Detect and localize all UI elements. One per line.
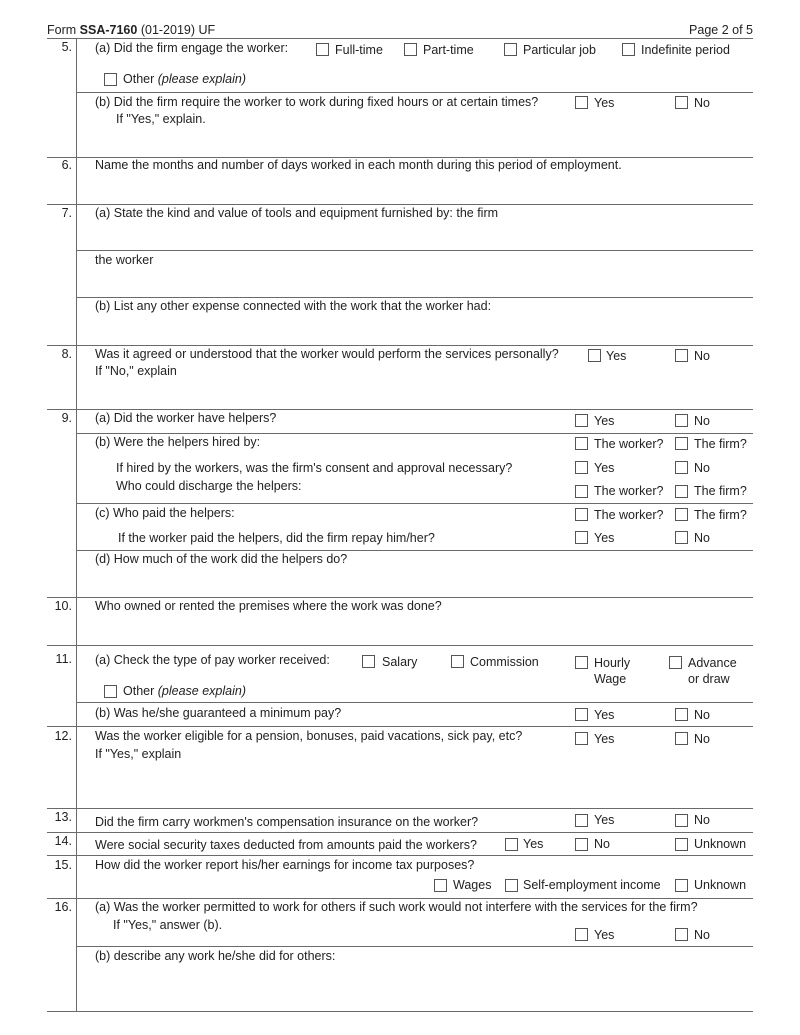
divider xyxy=(47,808,753,809)
form-suffix: (01-2019) UF xyxy=(140,23,216,37)
q11b-no-checkbox[interactable] xyxy=(675,708,688,721)
particular-job-checkbox[interactable] xyxy=(504,43,517,56)
q11b-yes-checkbox[interactable] xyxy=(575,708,588,721)
q8-no-checkbox[interactable] xyxy=(675,349,688,362)
question-number: 6. xyxy=(61,158,72,172)
hourly-wage-checkbox[interactable] xyxy=(575,656,588,669)
part-time-checkbox[interactable] xyxy=(404,43,417,56)
divider xyxy=(47,832,753,833)
no-label: No xyxy=(694,708,710,722)
q5-other-label xyxy=(123,71,246,87)
q14-label: Were social security taxes deducted from amounts paid the workers? xyxy=(95,838,477,852)
divider xyxy=(47,645,753,646)
other-text: Other xyxy=(123,72,155,86)
divider xyxy=(76,503,753,504)
no-label: No xyxy=(594,837,610,851)
no-label: No xyxy=(694,732,710,746)
q13-label: Did the firm carry workmen's compensation insurance on the worker? xyxy=(95,815,479,829)
no-label: No xyxy=(694,813,710,827)
the-firm-label: The firm? xyxy=(694,437,747,451)
yes-label: Yes xyxy=(594,732,615,746)
q9a-yes-checkbox[interactable] xyxy=(575,414,588,427)
q9a-no-checkbox[interactable] xyxy=(675,414,688,427)
no-label: No xyxy=(694,531,710,545)
salary-checkbox[interactable] xyxy=(362,655,375,668)
question-number: 15. xyxy=(54,858,72,872)
q15-label: How did the worker report his/her earnings for income tax purposes? xyxy=(95,858,475,872)
q9b-firm-checkbox[interactable] xyxy=(675,437,688,450)
number-column-divider xyxy=(76,38,77,1011)
self-employment-label: Self-employment income xyxy=(523,878,661,892)
form-number: SSA-7160 xyxy=(79,23,138,37)
particular-job-label: Particular job xyxy=(523,43,596,57)
question-number: 8. xyxy=(61,347,72,361)
wages-checkbox[interactable] xyxy=(434,879,447,892)
q9c-repay-no-checkbox[interactable] xyxy=(675,531,688,544)
question-number: 11. xyxy=(55,652,72,666)
no-label: No xyxy=(694,414,710,428)
question-number: 5. xyxy=(61,40,72,54)
q16a-label: (a) Was the worker permitted to work for others if such work would not interfere with the services for the firm? xyxy=(95,900,698,914)
q5a-label: (a) Did the firm engage the worker: xyxy=(95,41,289,55)
q6-label: Name the months and number of days worked in each month during this period of employment. xyxy=(95,158,622,172)
q16a-no-checkbox[interactable] xyxy=(675,928,688,941)
the-worker-label: The worker? xyxy=(594,437,664,451)
no-label: No xyxy=(694,461,710,475)
yes-label: Yes xyxy=(606,349,627,363)
question-number: 10. xyxy=(54,599,72,613)
q12-yes-checkbox[interactable] xyxy=(575,732,588,745)
divider xyxy=(47,38,753,39)
no-label: No xyxy=(694,928,710,942)
yes-label: Yes xyxy=(594,96,615,110)
question-number: 16. xyxy=(54,900,72,914)
question-number: 13. xyxy=(54,810,72,824)
the-worker-label: The worker? xyxy=(594,508,664,522)
q9b-consent-no-checkbox[interactable] xyxy=(675,461,688,474)
indefinite-period-label: Indefinite period xyxy=(641,43,730,57)
divider xyxy=(47,726,753,727)
commission-label: Commission xyxy=(470,655,539,669)
yes-label: Yes xyxy=(594,708,615,722)
full-time-checkbox[interactable] xyxy=(316,43,329,56)
full-time-label: Full-time xyxy=(335,43,383,57)
q9c-worker-checkbox[interactable] xyxy=(575,508,588,521)
wages-label: Wages xyxy=(453,878,492,892)
wage-label: Wage xyxy=(594,672,627,686)
other-text: Other xyxy=(123,684,155,698)
q16a-answer-label: If "Yes," answer (b). xyxy=(113,918,223,932)
advance-or-draw-checkbox[interactable] xyxy=(669,656,682,669)
q13-yes-checkbox[interactable] xyxy=(575,814,588,827)
q12-explain-label: If "Yes," explain xyxy=(95,747,182,761)
q16a-yes-checkbox[interactable] xyxy=(575,928,588,941)
q11-other-label xyxy=(123,683,246,699)
yes-label: Yes xyxy=(594,813,615,827)
q9c-label: (c) Who paid the helpers: xyxy=(95,506,235,520)
q9b-label: (b) Were the helpers hired by: xyxy=(95,435,261,449)
yes-label: Yes xyxy=(594,461,615,475)
question-number: 12. xyxy=(54,729,72,743)
salary-label: Salary xyxy=(382,655,418,669)
q10-label: Who owned or rented the premises where the work was done? xyxy=(95,599,442,613)
no-label: No xyxy=(694,96,710,110)
divider xyxy=(76,250,753,251)
q9b-worker-checkbox[interactable] xyxy=(575,437,588,450)
part-time-label: Part-time xyxy=(423,43,474,57)
q9c-repay-yes-checkbox[interactable] xyxy=(575,531,588,544)
q9c-repay-label: If the worker paid the helpers, did the firm repay him/her? xyxy=(118,531,435,545)
q14-unknown-checkbox[interactable] xyxy=(675,838,688,851)
divider xyxy=(47,855,753,856)
q7a-worker-label: the worker xyxy=(95,253,154,267)
yes-label: Yes xyxy=(594,928,615,942)
q9b-consent-label: If hired by the workers, was the firm's consent and approval necessary? xyxy=(116,461,513,475)
q7a-label: (a) State the kind and value of tools and equipment furnished by: the firm xyxy=(95,206,499,220)
q9b-discharge-firm-checkbox[interactable] xyxy=(675,485,688,498)
divider xyxy=(76,92,753,93)
q11b-label: (b) Was he/she guaranteed a minimum pay? xyxy=(95,706,342,720)
the-firm-label: The firm? xyxy=(694,484,747,498)
unknown-label: Unknown xyxy=(694,837,747,851)
yes-label: Yes xyxy=(594,531,615,545)
q9c-firm-checkbox[interactable] xyxy=(675,508,688,521)
self-employment-checkbox[interactable] xyxy=(505,879,518,892)
q8-explain-label: If "No," explain xyxy=(95,364,177,378)
indefinite-period-checkbox[interactable] xyxy=(622,43,635,56)
q9a-label: (a) Did the worker have helpers? xyxy=(95,411,277,425)
q11a-label: (a) Check the type of pay worker received: xyxy=(95,653,330,667)
hourly-label: Hourly xyxy=(594,656,631,670)
q12-label: Was the worker eligible for a pension, bonuses, paid vacations, sick pay, etc? xyxy=(95,729,523,743)
yes-label: Yes xyxy=(594,414,615,428)
commission-checkbox[interactable] xyxy=(451,655,464,668)
q5-other-checkbox[interactable] xyxy=(104,73,117,86)
form-id xyxy=(47,22,215,38)
divider xyxy=(76,702,753,703)
q5b-label: (b) Did the firm require the worker to work during fixed hours or at certain times? xyxy=(95,95,539,109)
please-explain-text: (please explain) xyxy=(157,684,246,698)
q5b-no-checkbox[interactable] xyxy=(675,96,688,109)
q9b-discharge-label: Who could discharge the helpers: xyxy=(116,479,302,493)
yes-label: Yes xyxy=(523,837,544,851)
question-number: 7. xyxy=(61,206,72,220)
q16b-label: (b) describe any work he/she did for others: xyxy=(95,949,336,963)
divider xyxy=(47,1011,753,1012)
no-label: No xyxy=(694,349,710,363)
q14-no-checkbox[interactable] xyxy=(575,838,588,851)
q13-no-checkbox[interactable] xyxy=(675,814,688,827)
please-explain-text: (please explain) xyxy=(157,72,246,86)
q11-other-checkbox[interactable] xyxy=(104,685,117,698)
page-number: Page 2 of 5 xyxy=(689,23,753,37)
question-number: 14. xyxy=(54,834,72,848)
q9b-discharge-worker-checkbox[interactable] xyxy=(575,485,588,498)
the-firm-label: The firm? xyxy=(694,508,747,522)
q9d-label: (d) How much of the work did the helpers do? xyxy=(95,552,348,566)
q14-yes-checkbox[interactable] xyxy=(505,838,518,851)
the-worker-label: The worker? xyxy=(594,484,664,498)
q9b-consent-yes-checkbox[interactable] xyxy=(575,461,588,474)
q5b-yes-checkbox[interactable] xyxy=(575,96,588,109)
q8-yes-checkbox[interactable] xyxy=(588,349,601,362)
q15-unknown-checkbox[interactable] xyxy=(675,879,688,892)
divider xyxy=(76,946,753,947)
unknown-label: Unknown xyxy=(694,878,747,892)
question-number: 9. xyxy=(61,411,72,425)
q7b-label: (b) List any other expense connected with the work that the worker had: xyxy=(95,299,492,313)
q12-no-checkbox[interactable] xyxy=(675,732,688,745)
q5b-explain-label: If "Yes," explain. xyxy=(116,112,206,126)
form-prefix: Form xyxy=(47,23,77,37)
q8-label: Was it agreed or understood that the worker would perform the services personally? xyxy=(95,347,559,361)
advance-label: Advance xyxy=(688,656,737,670)
or-draw-label: or draw xyxy=(688,672,730,686)
